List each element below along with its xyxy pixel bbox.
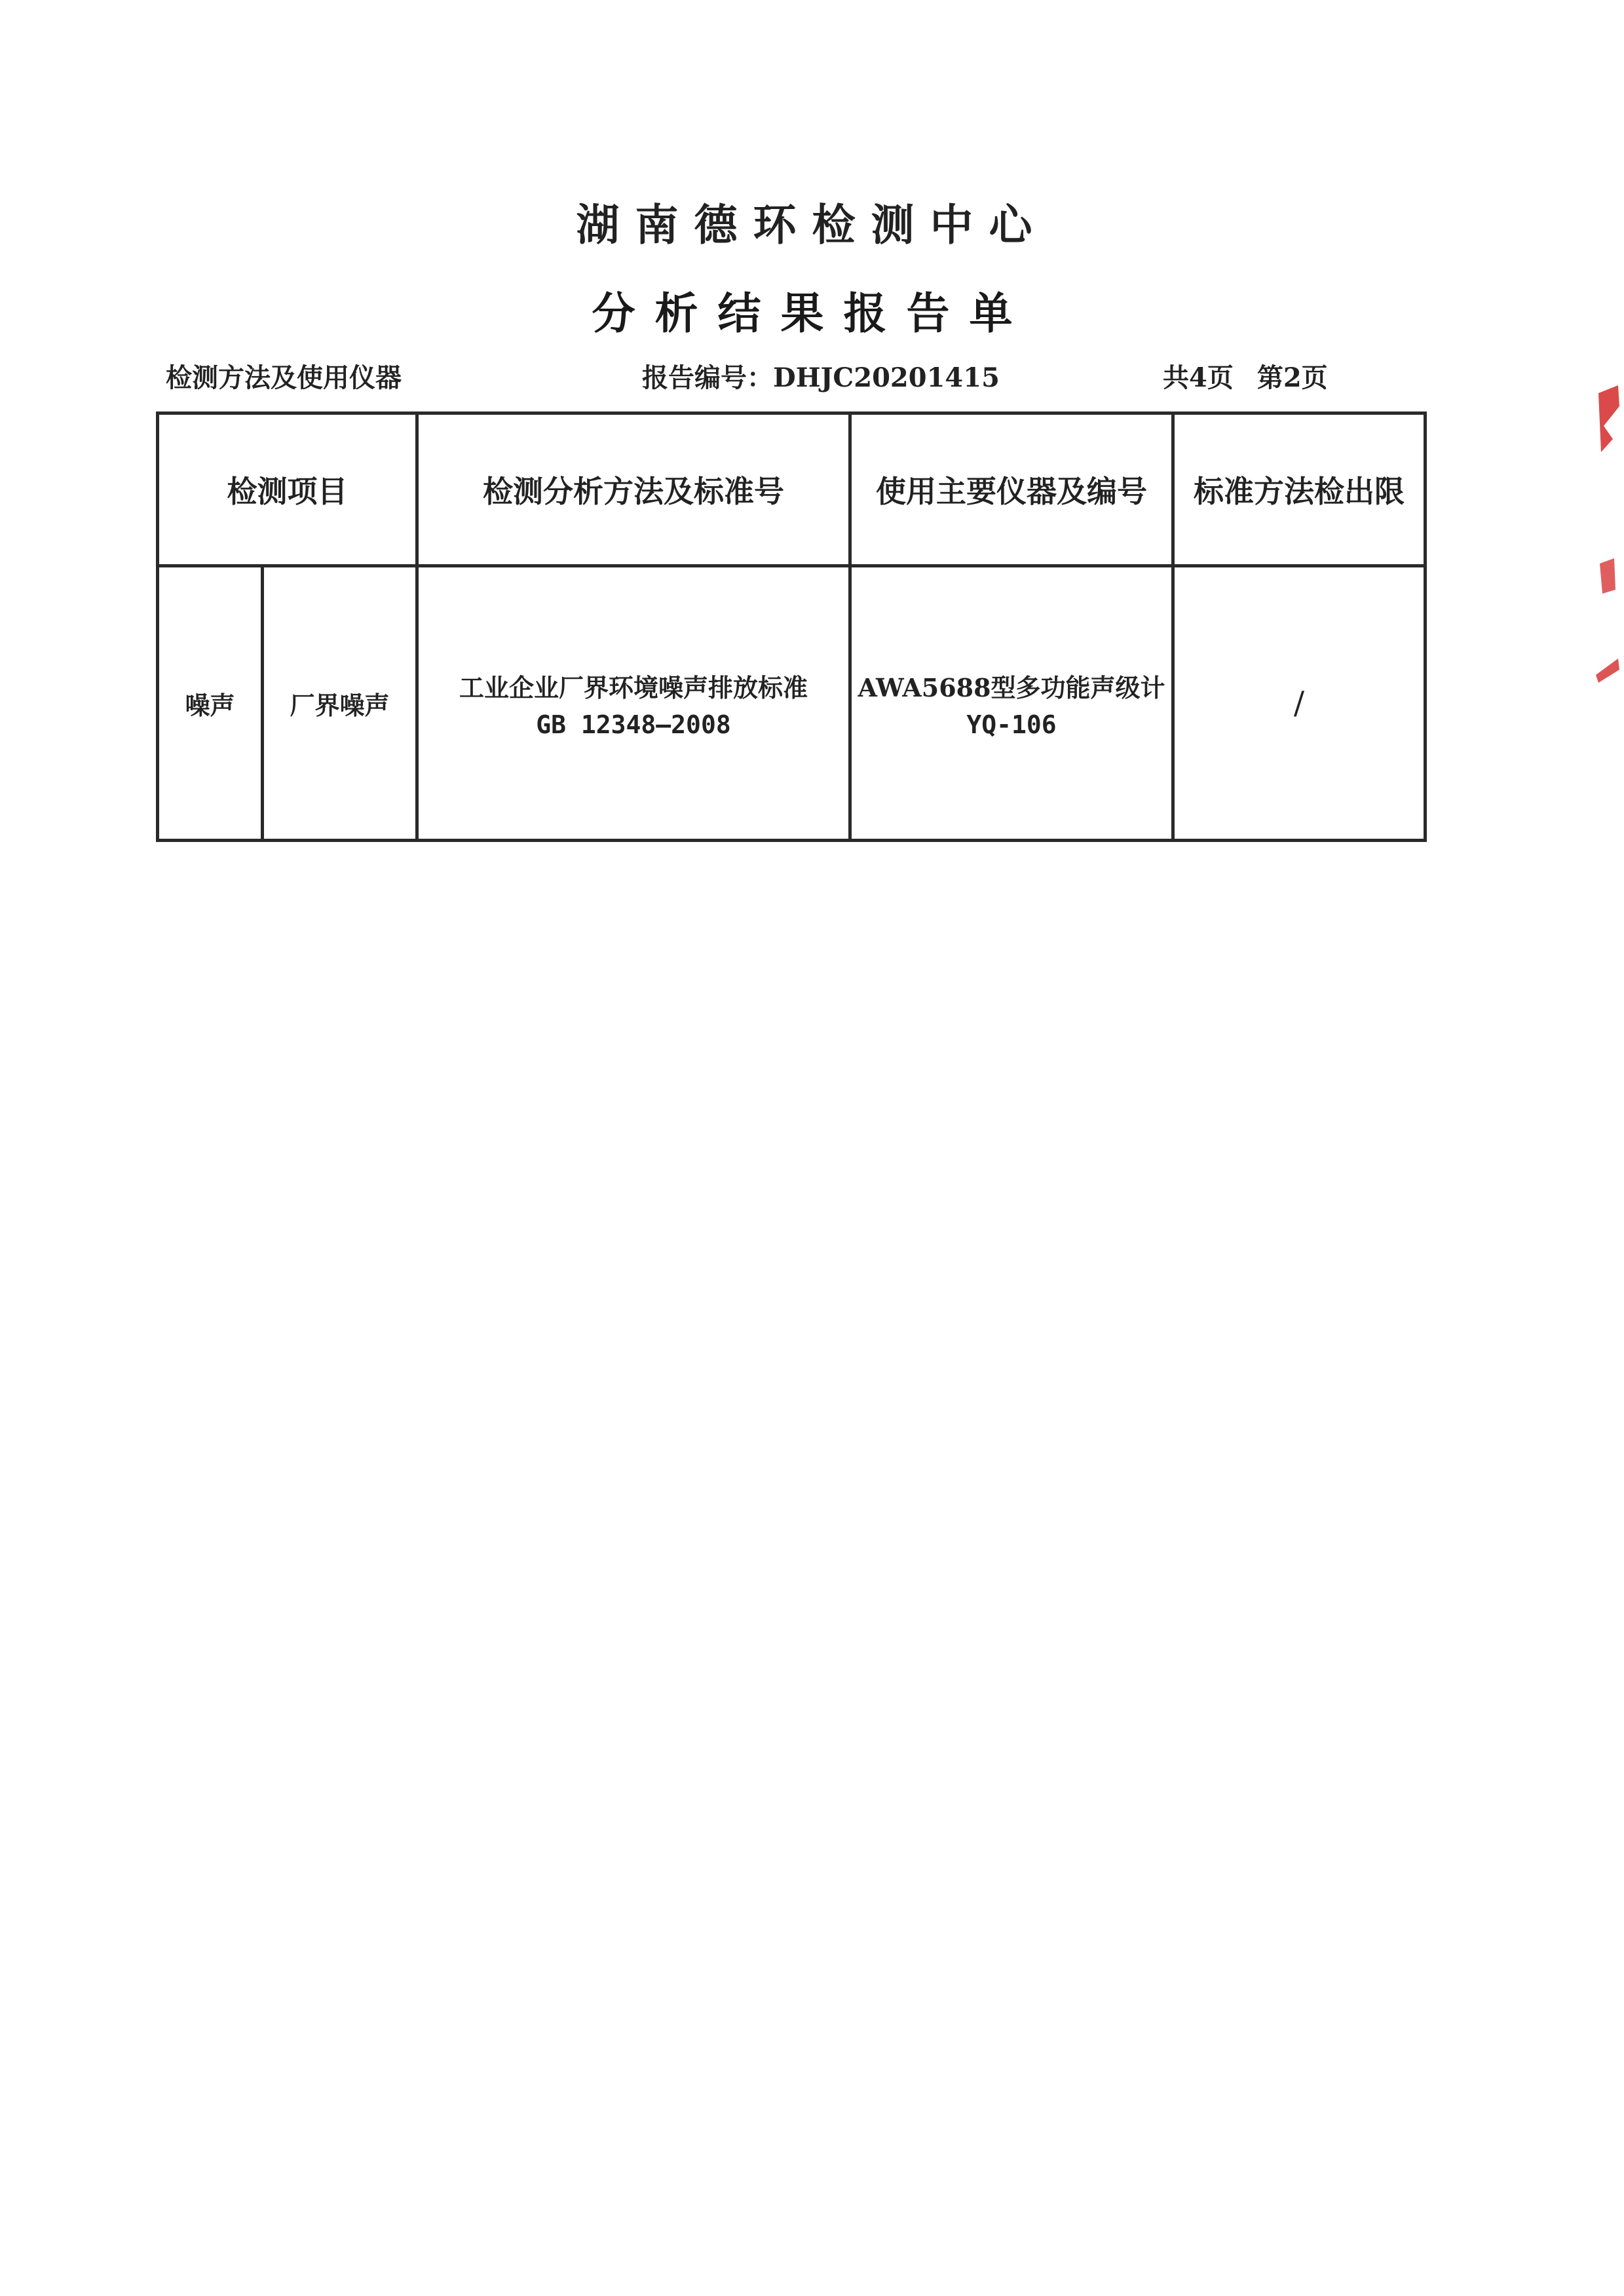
report-number-label: 报告编号： bbox=[642, 362, 773, 393]
organization-title: 湖南德环检测中心 bbox=[576, 199, 1048, 250]
page-number: 第2页 bbox=[1256, 362, 1328, 393]
header-method: 检测分析方法及标准号 bbox=[417, 413, 850, 566]
method-instrument-table bbox=[156, 411, 1427, 842]
stamp-mark-top bbox=[1598, 385, 1619, 452]
table-header-row bbox=[158, 413, 1426, 566]
header-test-item: 检测项目 bbox=[158, 413, 417, 566]
report-number bbox=[642, 357, 1000, 394]
stamp-mark-bottom bbox=[1596, 659, 1619, 683]
section-label: 检测方法及使用仪器 bbox=[166, 362, 402, 393]
row-category: 噪声 bbox=[158, 566, 263, 841]
seal-stamp-fragment bbox=[1572, 367, 1624, 708]
stamp-mark-middle bbox=[1600, 558, 1615, 594]
instrument-name: AWA5688型多功能声级计 bbox=[858, 672, 1165, 702]
row-detection-limit bbox=[1173, 566, 1426, 841]
detection-limit-value: / bbox=[1293, 685, 1305, 721]
method-name: 工业企业厂界环境噪声排放标准 bbox=[459, 672, 808, 702]
instrument-code: YQ-106 bbox=[966, 710, 1057, 739]
report-number-value: DHJC20201415 bbox=[773, 362, 1000, 393]
page-indicator bbox=[1163, 357, 1328, 394]
total-pages: 共4页 bbox=[1163, 362, 1234, 393]
header-instrument: 使用主要仪器及编号 bbox=[850, 413, 1173, 566]
method-standard-code: GB 12348—2008 bbox=[536, 710, 731, 739]
table-row bbox=[158, 566, 1426, 841]
header-detection-limit: 标准方法检出限 bbox=[1173, 413, 1426, 566]
document-title: 分析结果报告单 bbox=[592, 288, 1032, 339]
row-instrument bbox=[850, 566, 1173, 841]
row-method bbox=[417, 566, 850, 841]
row-test-item: 厂界噪声 bbox=[263, 566, 417, 841]
